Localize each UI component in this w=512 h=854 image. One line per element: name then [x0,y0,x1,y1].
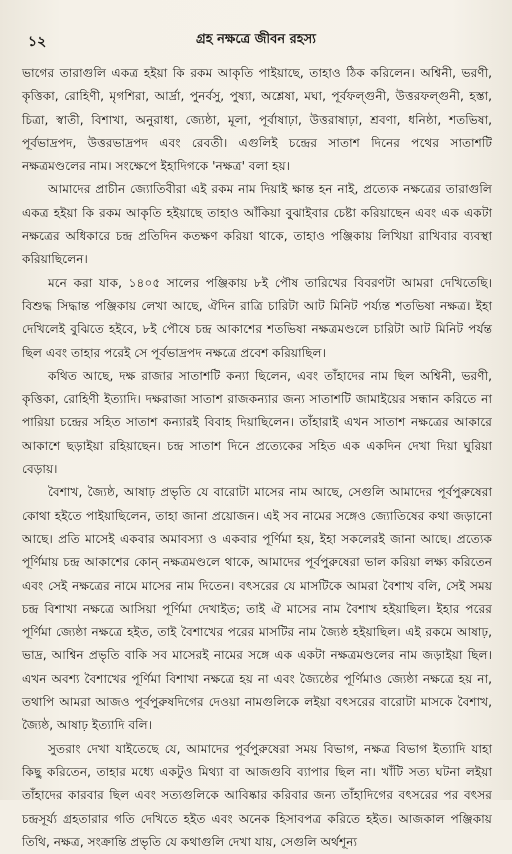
page-body [22,62,492,854]
paragraph-almanac-example: মনে করা যাক, ১৪০৫ সালের পঞ্জিকায় ৮ই পৌষ তারিখের বিবরণটা আমরা দেখিতেছি। বিশুদ্ধ সিদ্ধান্ত পঞ্জিকায় লেখা আছে, ঐদিন রাত্রি চারিটা আট মিনিট পর্য্যন্ত শতভিষা নক্ষত্র। ইহা দেখিলেই বুঝিতে হইবে, ৮ই পৌষে চন্দ্র আকাশের শতভিষা নক্ষত্রমণ্ডলে চারিটা আট মিনিট পর্যন্ত ছিল এবং তাহার পরেই সে পূর্বভাদ্রপদ নক্ষত্রে প্রবেশ করিয়াছিল। [22,275,492,360]
page-number: ১২ [28,34,47,50]
paragraph-daksha-story: কথিত আছে, দক্ষ রাজার সাতাশটি কন্যা ছিলেন, এবং তাঁহাদের নাম ছিল অশ্বিনী, ভরণী, কৃত্তিকা, রোহিণী ইত্যাদি। দক্ষরাজা সাতাশ রাজকন্যার জন্য সাতাশটি জামাইয়ের সন্ধান করিতে না পারিয়া চন্দ্রের সহিত সাতাশ কন্যারই বিবাহ দিয়াছিলেন। তাঁহারাই এখন সাতাশ নক্ষত্রের আকারে আকাশে ছড়াইয়া রহিয়াছেন। চন্দ্র সাতাশ দিনে প্রত্যেকের সহিত এক একদিন দেখা দিয়া ঘুরিয়া বেড়ায়। [22,368,492,477]
paragraph-nakshatra-list: ভাগের তারাগুলি একত্র হইয়া কি রকম আকৃতি পাইয়াছে, তাহাও ঠিক করিলেন। অশ্বিনী, ভরণী, কৃত্তিকা, রোহিণী, মৃগশিরা, আর্দ্রা, পুনর্বসু, পুষ্যা, অশ্লেষা, মঘা, পূর্বফল্গুনী, উত্তরফল্গুনী, হস্তা, চিত্রা, স্বাতী, বিশাখা, অনুরাধা, জ্যেষ্ঠা, মূলা, পূর্বাষাঢ়া, উত্তরাষাঢ়া, শ্রবণা, ধনিষ্ঠা, শতভিষা, পূর্বভাদ্রপদ, উত্তরভাদ্রপদ এবং রেবতী। এগুলিই চন্দ্রের সাতাশ দিনের পথের সাতাশটি নক্ষত্রমণ্ডলের নাম। সংক্ষেপে ইহাদিগকে 'নক্ষত্র' বলা হয়। [22,66,492,174]
paragraph-month-names: বৈশাখ, জ্যৈষ্ঠ, আষাঢ় প্রভৃতি যে বারোটা মাসের নাম আছে, সেগুলি আমাদের পূর্বপুরুষেরা কোথা হইতে পাইয়াছিলেন, তাহা জানা প্রয়োজন। এই সব নামের সঙ্গেও জ্যোতিষের কথা জড়ানো আছে। প্রতি মাসেই একবার অমাবস্যা ও একবার পূর্ণিমা হয়, ইহা সকলেরই জানা আছে। প্রত্যেক পূর্ণিমায় চন্দ্র আকাশের কোন্ নক্ষত্রমণ্ডলে থাকে, আমাদের পূর্বপুরুষেরা ভাল করিয়া লক্ষ্য করিতেন এবং সেই নক্ষত্রের নামে মাসের নাম দিতেন। বৎসরের যে মাসটিকে আমরা বৈশাখ বলি, সেই সময় চন্দ্র বিশাখা নক্ষত্রে আসিয়া পূর্ণিমা দেখাইত; তাই ঐ মাসের নাম বৈশাখ হইয়াছিল। ইহার পরের পূর্ণিমা জ্যেষ্ঠা নক্ষত্রে হইত, তাই বৈশাখের পরের মাসটির নাম জ্যৈষ্ঠ হইয়াছিল। এই রকমে আষাঢ়, ভাদ্র, আশ্বিন প্রভৃতি বাকি সব মাসেরই নামের সঙ্গে এক একটা নক্ষত্রমণ্ডলের নাম জড়াইয়া ছিল। এখন অবশ্য বৈশাখের পূর্ণিমা বিশাখা নক্ষত্রে হয় না এবং জ্যৈষ্ঠের পূর্ণিমাও জ্যেষ্ঠা নক্ষত্রে হয় না, তথাপি আমরা আজও পূর্বপুরুষদিগের দেওয়া নামগুলিকে লইয়া বৎসরের বারোটা মাসকে বৈশাখ, জ্যৈষ্ঠ, আষাঢ় ইত্যাদি বলি। [22,485,492,733]
page-header [22,30,490,52]
paragraph-ancient-astrologers: আমাদের প্রাচীন জ্যোতিবীরা এই রকম নাম দিয়াই ক্ষান্ত হন নাই, প্রত্যেক নক্ষত্রের তারাগুলি একত্র হইয়া কি রকম আকৃতি হইয়াছে তাহাও আঁকিয়া বুঝাইবার চেষ্টা করিয়াছেন এবং এক একটা নক্ষত্রের অধিকারে চন্দ্র প্রতিদিন কতক্ষণ করিয়া থাকে, তাহাও পঞ্জিকায় লিখিয়া রাখিবার ব্যবস্থা করিয়াছিলেন। [22,182,492,267]
paragraph-conclusion: সুতরাং দেখা যাইতেছে যে, আমাদের পূর্বপুরুষেরা সময় বিভাগ, নক্ষত্র বিভাগ ইত্যাদি যাহা কিছু করিতেন, তাহার মধ্যে একটুও মিথ্যা বা আজগুবি ব্যাপার ছিল না। খাঁটি সত্য ঘটনা লইয়া তাঁহাদের কারবার ছিল এবং সত্যগুলিকে আবিষ্কার করিবার জন্য তাঁহাদিগের বৎসরের পর বৎসর চন্দ্রসূর্য্য গ্রহতারার গতি দেখিতে হইত এবং অনেক হিসাবপত্র করিতে হইত। আজকাল পঞ্জিকায় তিথি, নক্ষত্র, সংক্রান্তি প্রভৃতি যে কথাগুলি দেখা যায়, সেগুলি অর্থশূন্য [22,741,492,849]
running-title: গ্রহ নক্ষত্রে জীবন রহস্য [196,32,316,47]
